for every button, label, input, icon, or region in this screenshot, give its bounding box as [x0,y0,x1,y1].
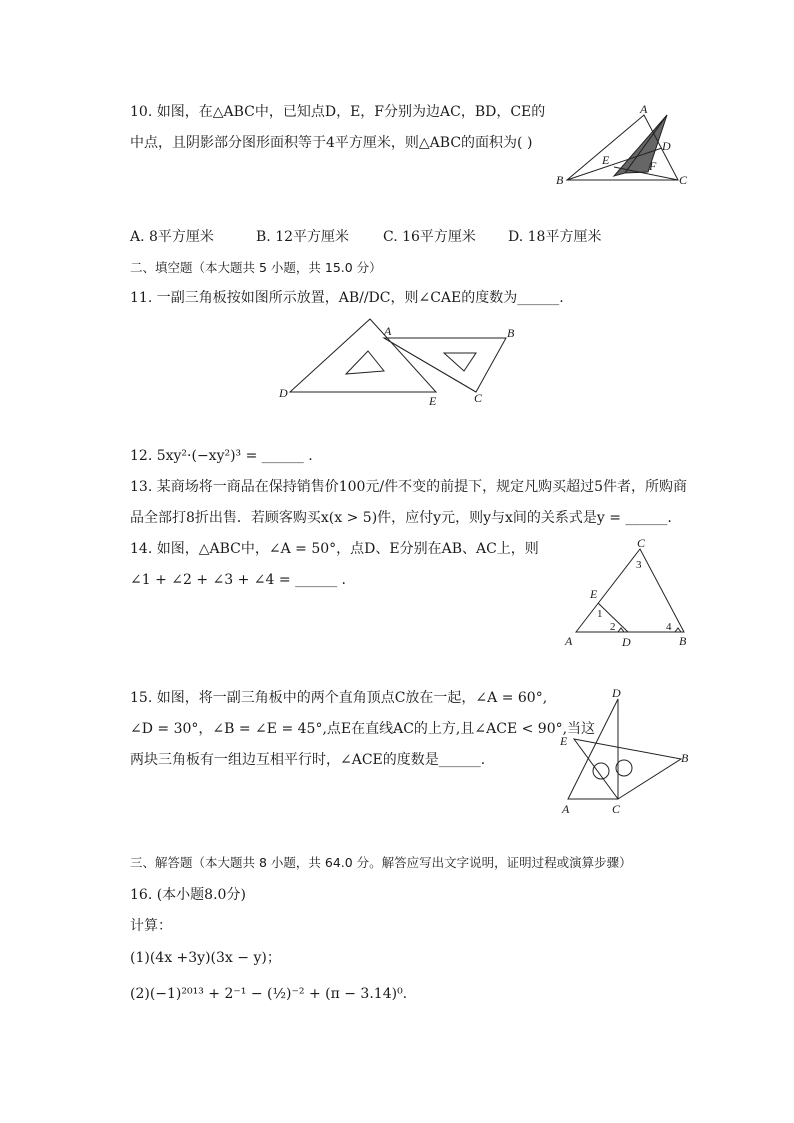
q14-label-d: D [622,635,631,649]
q14-label-b: B [679,634,687,648]
q10-label-a: A [640,102,648,116]
q10-label-f: F [649,159,657,173]
q14-text-line1: 14. 如图，△ABC中，∠A = 50°，点D、E分别在AB、AC上，则 [130,541,539,557]
q16-part1: (1)(4x +3y)(3x − y)； [130,950,281,966]
q15-label-b: B [681,751,689,765]
q13-text-line1: 13. 某商场将一商品在保持销售价100元/件不变的前提下，规定凡购买超过5件者，所购商 [130,479,688,495]
q10-text-line2: 中点，且阴影部分图形面积等于4平方厘米，则△ABC的面积为( ) [130,135,533,151]
q13-text-line2: 品全部打8折出售．若顾客购买x(x > 5)件，应付y元，则y与x间的关系式是y = ______. [130,510,672,526]
q10-option-d: D. 18平方厘米 [508,229,602,245]
q14-angle-1: 1 [597,608,603,620]
q14-label-a: A [565,634,573,648]
q15-text-line1: 15. 如图，将一副三角板中的两个直角顶点C放在一起，∠A = 60°, [130,690,548,706]
q10-option-c: C. 16平方厘米 [383,229,476,245]
q10-label-c: C [679,173,688,187]
q15-label-e: E [560,734,568,748]
q15-text-line2: ∠D = 30°，∠B = ∠E = 45°,点E在直线AC的上方,且∠ACE < 90°,当这 [130,721,596,737]
q10-text-line1: 10. 如图，在△ABC中，已知点D，E，F分别为边AC，BD，CE的 [130,104,546,120]
q16-header: 16. (本小题8.0分) [130,887,246,903]
q15-label-c: C [612,802,621,816]
q15-text-line3: 两块三角板有一组边互相平行时，∠ACE的度数是______. [130,752,486,768]
q11-label-d: D [279,386,288,400]
q10-label-e: E [602,153,610,167]
q14-angle-3: 3 [636,559,642,571]
q10-figure [552,100,702,192]
q14-text-line2: ∠1 + ∠2 + ∠3 + ∠4 = ______ . [130,572,346,588]
q15-label-a: A [562,802,570,816]
q10-label-d: D [662,139,671,153]
q11-text: 11. 一副三角板按如图所示放置，AB//DC，则∠CAE的度数为______. [130,290,564,306]
q11-label-b: B [507,326,515,340]
q15-label-d: D [612,686,621,700]
q14-angle-4: 4 [666,621,672,633]
q11-figure [276,316,526,408]
q11-label-e: E [429,394,437,408]
q12-text: 12. 5xy²·(−xy²)³ = ______ . [130,448,313,464]
q15-figure [556,686,706,820]
section-3-heading: 三、解答题（本大题共 8 小题，共 64.0 分。解答应写出文字说明，证明过程或演算步骤） [130,855,632,870]
q10-option-a: A. 8平方厘米 [130,229,214,245]
q14-label-c: C [637,536,646,550]
q10-label-b: B [556,173,564,187]
q14-figure [560,535,700,651]
q11-label-c: C [474,391,483,405]
q14-angle-2: 2 [610,621,616,633]
q11-label-a: A [384,324,392,338]
q10-option-b: B. 12平方厘米 [256,229,350,245]
q16-part2: (2)(−1)²⁰¹³ + 2⁻¹ − (½)⁻² + (π − 3.14)⁰. [130,986,408,1002]
q16-intro: 计算： [130,918,172,934]
q14-label-e: E [590,587,598,601]
section-2-heading: 二、填空题（本大题共 5 小题，共 15.0 分） [130,260,382,275]
